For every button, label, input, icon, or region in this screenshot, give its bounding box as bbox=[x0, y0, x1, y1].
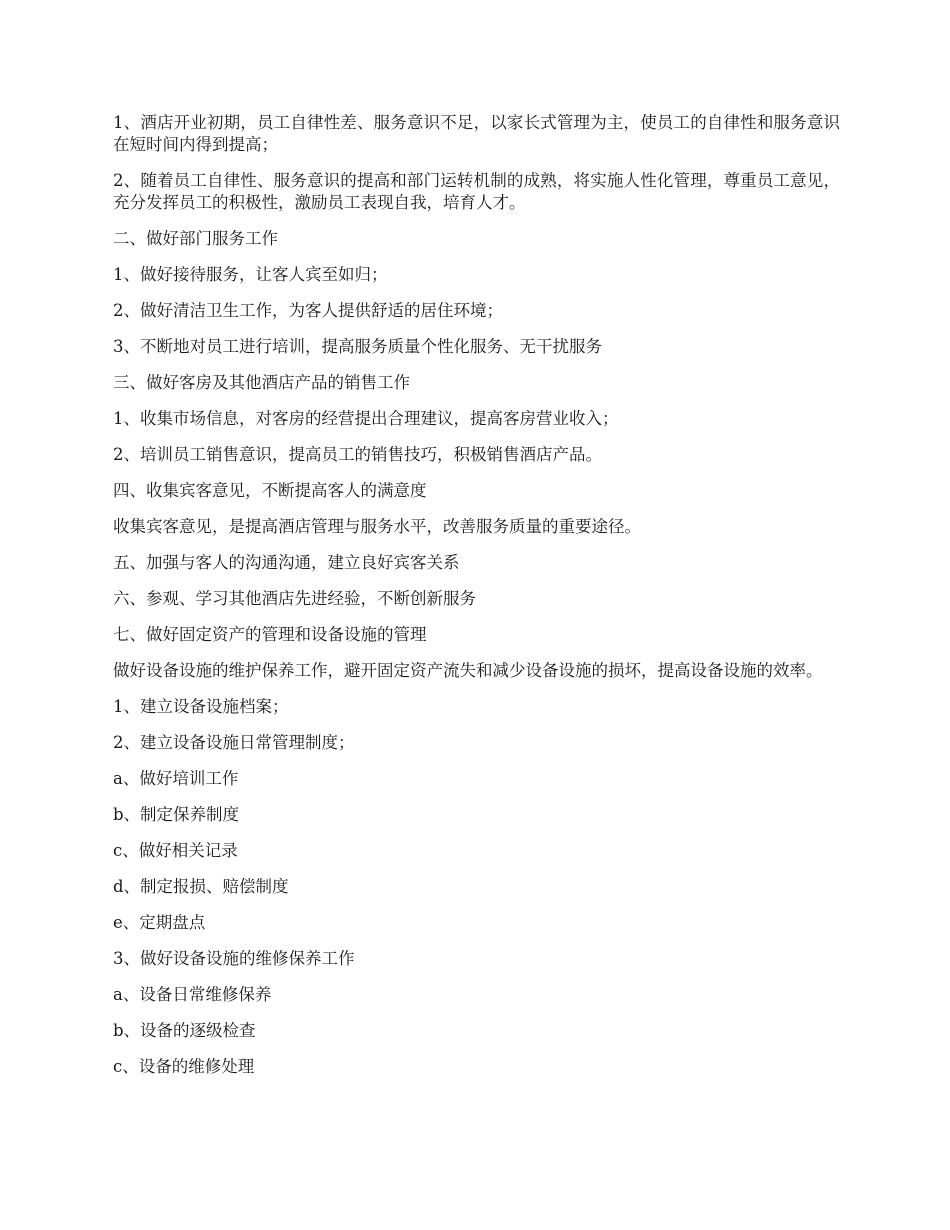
paragraph-16: 1、建立设备设施档案； bbox=[113, 697, 289, 716]
section-heading-6: 六、参观、学习其他酒店先进经验，不断创新服务 bbox=[113, 589, 476, 608]
paragraph-2: 2、随着员工自律性、服务意识的提高和部门运转机制的成熟，将实施人性化管理，尊重员工意见，充分发挥员工的积极性，激励员工表现自我，培育人才。 bbox=[113, 171, 840, 212]
list-item-c2: c、设备的维修处理 bbox=[113, 1057, 255, 1076]
paragraph-23: 3、做好设备设施的维修保养工作 bbox=[113, 949, 355, 968]
paragraph-5: 2、做好清洁卫生工作，为客人提供舒适的居住环境； bbox=[113, 301, 503, 320]
paragraph-8: 1、收集市场信息，对客房的经营提出合理建议，提高客房营业收入； bbox=[113, 409, 619, 428]
list-item-b2: b、设备的逐级检查 bbox=[113, 1021, 256, 1040]
list-item-c1: c、做好相关记录 bbox=[113, 841, 238, 860]
section-heading-2: 二、做好部门服务工作 bbox=[113, 229, 278, 248]
paragraph-1: 1、酒店开业初期，员工自律性差、服务意识不足，以家长式管理为主，使员工的自律性和服务意识在短时间内得到提高； bbox=[113, 113, 840, 154]
paragraph-4: 1、做好接待服务，让客人宾至如归； bbox=[113, 265, 388, 284]
section-heading-3: 三、做好客房及其他酒店产品的销售工作 bbox=[113, 373, 410, 392]
section-heading-4: 四、收集宾客意见，不断提高客人的满意度 bbox=[113, 481, 427, 500]
list-item-e1: e、定期盘点 bbox=[113, 913, 206, 932]
paragraph-6: 3、不断地对员工进行培训，提高服务质量个性化服务、无干扰服务 bbox=[113, 337, 602, 356]
list-item-a1: a、做好培训工作 bbox=[113, 769, 239, 788]
paragraph-15: 做好设备设施的维护保养工作，避开固定资产流失和减少设备设施的损坏，提高设备设施的效率。 bbox=[113, 661, 823, 680]
section-heading-5: 五、加强与客人的沟通沟通，建立良好宾客关系 bbox=[113, 553, 460, 572]
paragraph-17: 2、建立设备设施日常管理制度； bbox=[113, 733, 355, 752]
paragraph-9: 2、培训员工销售意识，提高员工的销售技巧，积极销售酒店产品。 bbox=[113, 445, 602, 464]
list-item-b1: b、制定保养制度 bbox=[113, 805, 240, 824]
list-item-a2: a、设备日常维修保养 bbox=[113, 985, 272, 1004]
list-item-d1: d、制定报损、赔偿制度 bbox=[113, 877, 289, 896]
section-heading-7: 七、做好固定资产的管理和设备设施的管理 bbox=[113, 625, 427, 644]
paragraph-11: 收集宾客意见，是提高酒店管理与服务水平，改善服务质量的重要途径。 bbox=[113, 517, 641, 536]
